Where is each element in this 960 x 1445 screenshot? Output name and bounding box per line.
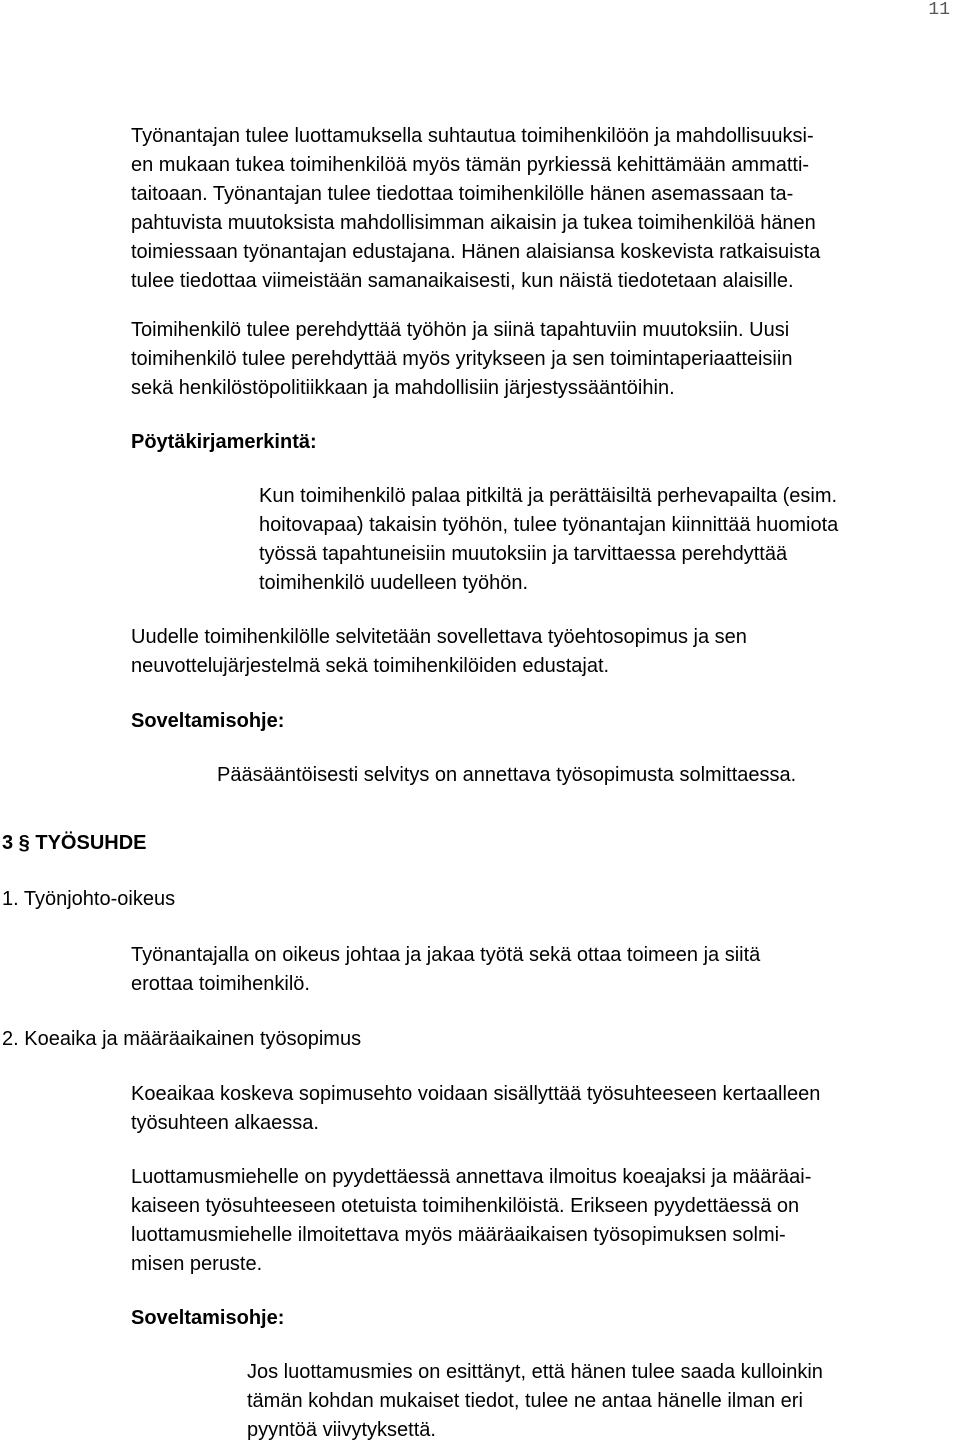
text-line: toimihenkilö tulee perehdyttää myös yritykseen ja sen toimintaperiaatteisiin — [131, 348, 793, 370]
paragraph-employer-support — [131, 122, 820, 296]
text-line: tämän kohdan mukaiset tiedot, tulee ne antaa hänelle ilman eri — [247, 1390, 803, 1412]
subsection-heading-management-right: 1. Työnjohto-oikeus — [2, 888, 176, 910]
text-line: misen peruste. — [131, 1253, 263, 1275]
text-line: Pääsääntöisesti selvitys on annettava työsopimusta solmittaessa. — [217, 764, 797, 786]
text-line: Luottamusmiehelle on pyydettäessä annettava ilmoitus koeajaksi ja määräai- — [131, 1166, 812, 1188]
section-heading: 3 § TYÖSUHDE — [2, 832, 147, 854]
application-guideline-text — [217, 761, 796, 790]
application-guideline-text-2 — [247, 1358, 823, 1445]
page-number: 11 — [928, 0, 950, 20]
text-line: luottamusmiehelle ilmoitettava myös määräaikaisen työsopimuksen solmi- — [131, 1224, 786, 1246]
text-line: työsuhteen alkaessa. — [131, 1112, 319, 1134]
subsection-heading-trial-period: 2. Koeaika ja määräaikainen työsopimus — [2, 1028, 362, 1050]
text-line: en mukaan tukea toimihenkilöä myös tämän pyrkiessä kehittämään ammatti- — [131, 154, 810, 176]
text-line: sekä henkilöstöpolitiikkaan ja mahdollisiin järjestyssääntöihin. — [131, 377, 675, 399]
text-line: toimihenkilö uudelleen työhön. — [259, 572, 529, 594]
paragraph-orientation — [131, 316, 792, 403]
text-line: erottaa toimihenkilö. — [131, 973, 310, 995]
application-guideline-heading: Soveltamisohje: — [131, 710, 285, 732]
paragraph-trial-period — [131, 1080, 820, 1138]
text-line: Uudelle toimihenkilölle selvitetään sovellettava työehtosopimus ja sen — [131, 626, 747, 648]
application-guideline-heading-2: Soveltamisohje: — [131, 1307, 285, 1329]
paragraph-collective-agreement — [131, 623, 747, 681]
text-line: pyyntöä viivytyksettä. — [247, 1419, 436, 1441]
text-line: Koeaikaa koskeva sopimusehto voidaan sisällyttää työsuhteeseen kertaalleen — [131, 1083, 821, 1105]
protocol-note-heading: Pöytäkirjamerkintä: — [131, 431, 317, 453]
text-line: Jos luottamusmies on esittänyt, että hänen tulee saada kulloinkin — [247, 1361, 823, 1383]
paragraph-management-right — [131, 941, 760, 999]
text-line: taitoaan. Työnantajan tulee tiedottaa toimihenkilölle hänen asemassaan ta- — [131, 183, 794, 205]
text-line: tulee tiedottaa viimeistään samanaikaisesti, kun näistä tiedotetaan alaisille. — [131, 270, 794, 292]
text-line: kaiseen työsuhteeseen otetuista toimihenkilöistä. Erikseen pyydettäessä on — [131, 1195, 800, 1217]
text-line: Toimihenkilö tulee perehdyttää työhön ja siinä tapahtuviin muutoksiin. Uusi — [131, 319, 790, 341]
text-line: pahtuvista muutoksista mahdollisimman aikaisin ja tukea toimihenkilöä hänen — [131, 212, 816, 234]
text-line: toimiessaan työnantajan edustajana. Hänen alaisiansa koskevista ratkaisuista — [131, 241, 821, 263]
text-line: Työnantajan tulee luottamuksella suhtautua toimihenkilöön ja mahdollisuuksi- — [131, 125, 814, 147]
text-line: Työnantajalla on oikeus johtaa ja jakaa työtä sekä ottaa toimeen ja siitä — [131, 944, 761, 966]
paragraph-shop-steward-notice — [131, 1163, 811, 1279]
text-line: hoitovapaa) takaisin työhön, tulee työnantajan kiinnittää huomiota — [259, 514, 839, 536]
text-line: työssä tapahtuneisiin muutoksiin ja tarvittaessa perehdyttää — [259, 543, 788, 565]
text-line: Kun toimihenkilö palaa pitkiltä ja perättäisiltä perhevapailta (esim. — [259, 485, 838, 507]
protocol-note-text — [259, 482, 838, 598]
text-line: neuvottelujärjestelmä sekä toimihenkilöiden edustajat. — [131, 655, 610, 677]
